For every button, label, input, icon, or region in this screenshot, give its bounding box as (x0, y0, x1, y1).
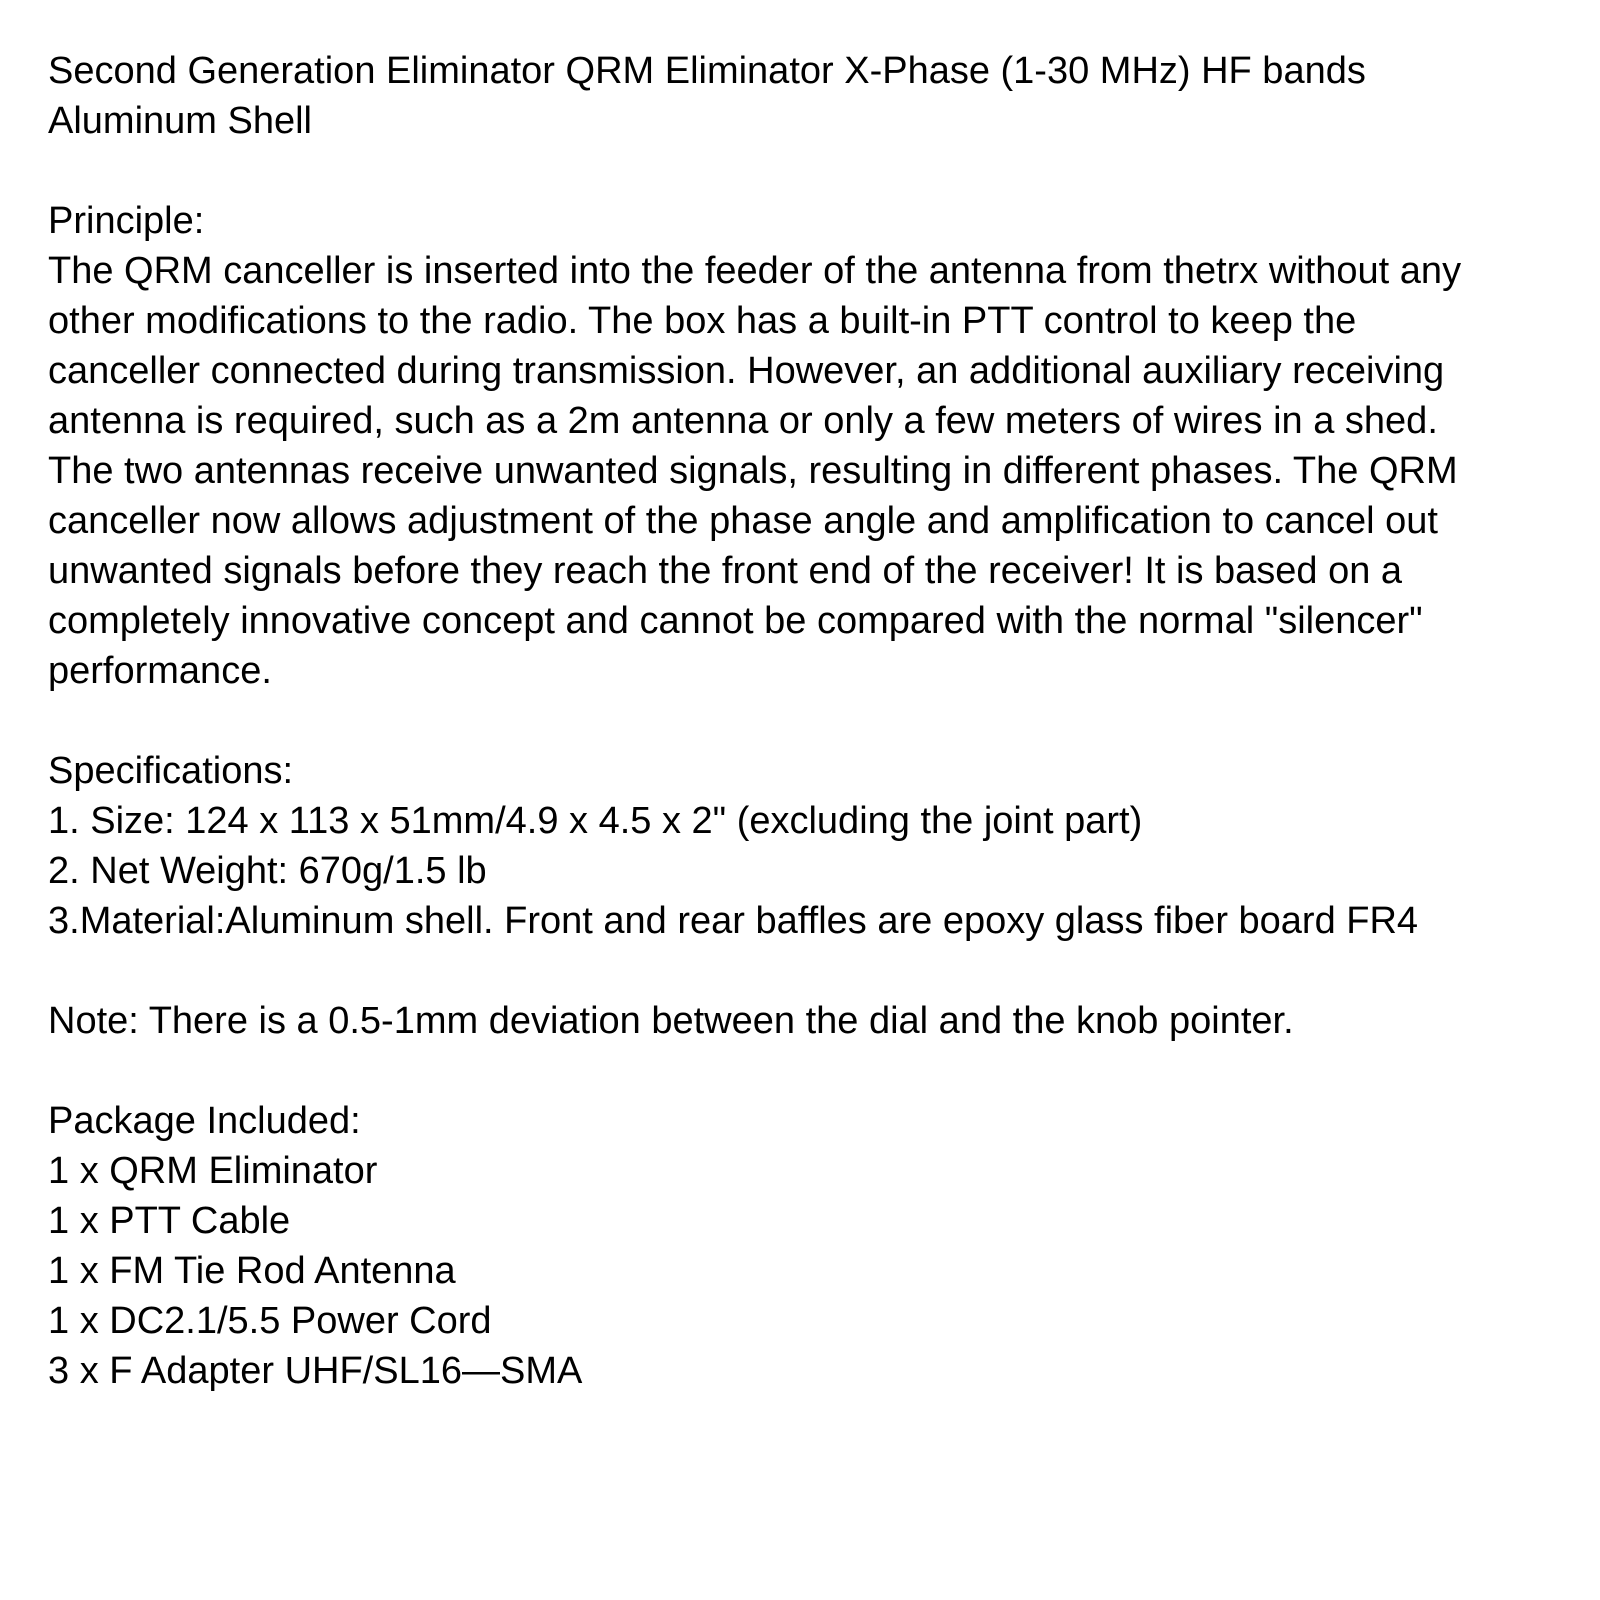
title-line-2: Aluminum Shell (48, 100, 312, 142)
specifications-heading: Specifications: (48, 750, 294, 792)
package-item: 1 x PTT Cable (48, 1200, 291, 1242)
package-item: 1 x DC2.1/5.5 Power Cord (48, 1300, 492, 1342)
note-text: Note: There is a 0.5-1mm deviation between the dial and the knob pointer. (48, 1000, 1294, 1042)
principle-line: performance. (48, 650, 272, 692)
package-item: 1 x QRM Eliminator (48, 1150, 378, 1192)
principle-line: completely innovative concept and cannot be compared with the normal "silencer" (48, 600, 1423, 642)
package-item: 1 x FM Tie Rod Antenna (48, 1250, 456, 1292)
spec-item-weight: 2. Net Weight: 670g/1.5 lb (48, 850, 487, 892)
spacer (48, 696, 1568, 746)
package-item: 3 x F Adapter UHF/SL16—SMA (48, 1350, 583, 1392)
spec-item-material: 3.Material:Aluminum shell. Front and rear baffles are epoxy glass fiber board FR4 (48, 900, 1419, 942)
principle-line: canceller now allows adjustment of the phase angle and amplification to cancel out (48, 500, 1438, 542)
spacer (48, 146, 1568, 196)
spacer (48, 946, 1568, 996)
title-line-1: Second Generation Eliminator QRM Eliminator X-Phase (1-30 MHz) HF bands (48, 50, 1366, 92)
principle-heading: Principle: (48, 200, 205, 242)
spec-item-size: 1. Size: 124 x 113 x 51mm/4.9 x 4.5 x 2" (excluding the joint part) (48, 800, 1143, 842)
principle-line: unwanted signals before they reach the front end of the receiver! It is based on a (48, 550, 1403, 592)
spacer (48, 1046, 1568, 1096)
principle-line: The QRM canceller is inserted into the feeder of the antenna from thetrx without any (48, 250, 1462, 292)
package-heading: Package Included: (48, 1100, 361, 1142)
principle-line: other modifications to the radio. The box has a built-in PTT control to keep the (48, 300, 1357, 342)
product-description (48, 46, 1568, 1396)
principle-line: The two antennas receive unwanted signals, resulting in different phases. The QRM (48, 450, 1458, 492)
principle-line: antenna is required, such as a 2m antenna or only a few meters of wires in a shed. (48, 400, 1438, 442)
principle-line: canceller connected during transmission. However, an additional auxiliary receiving (48, 350, 1445, 392)
